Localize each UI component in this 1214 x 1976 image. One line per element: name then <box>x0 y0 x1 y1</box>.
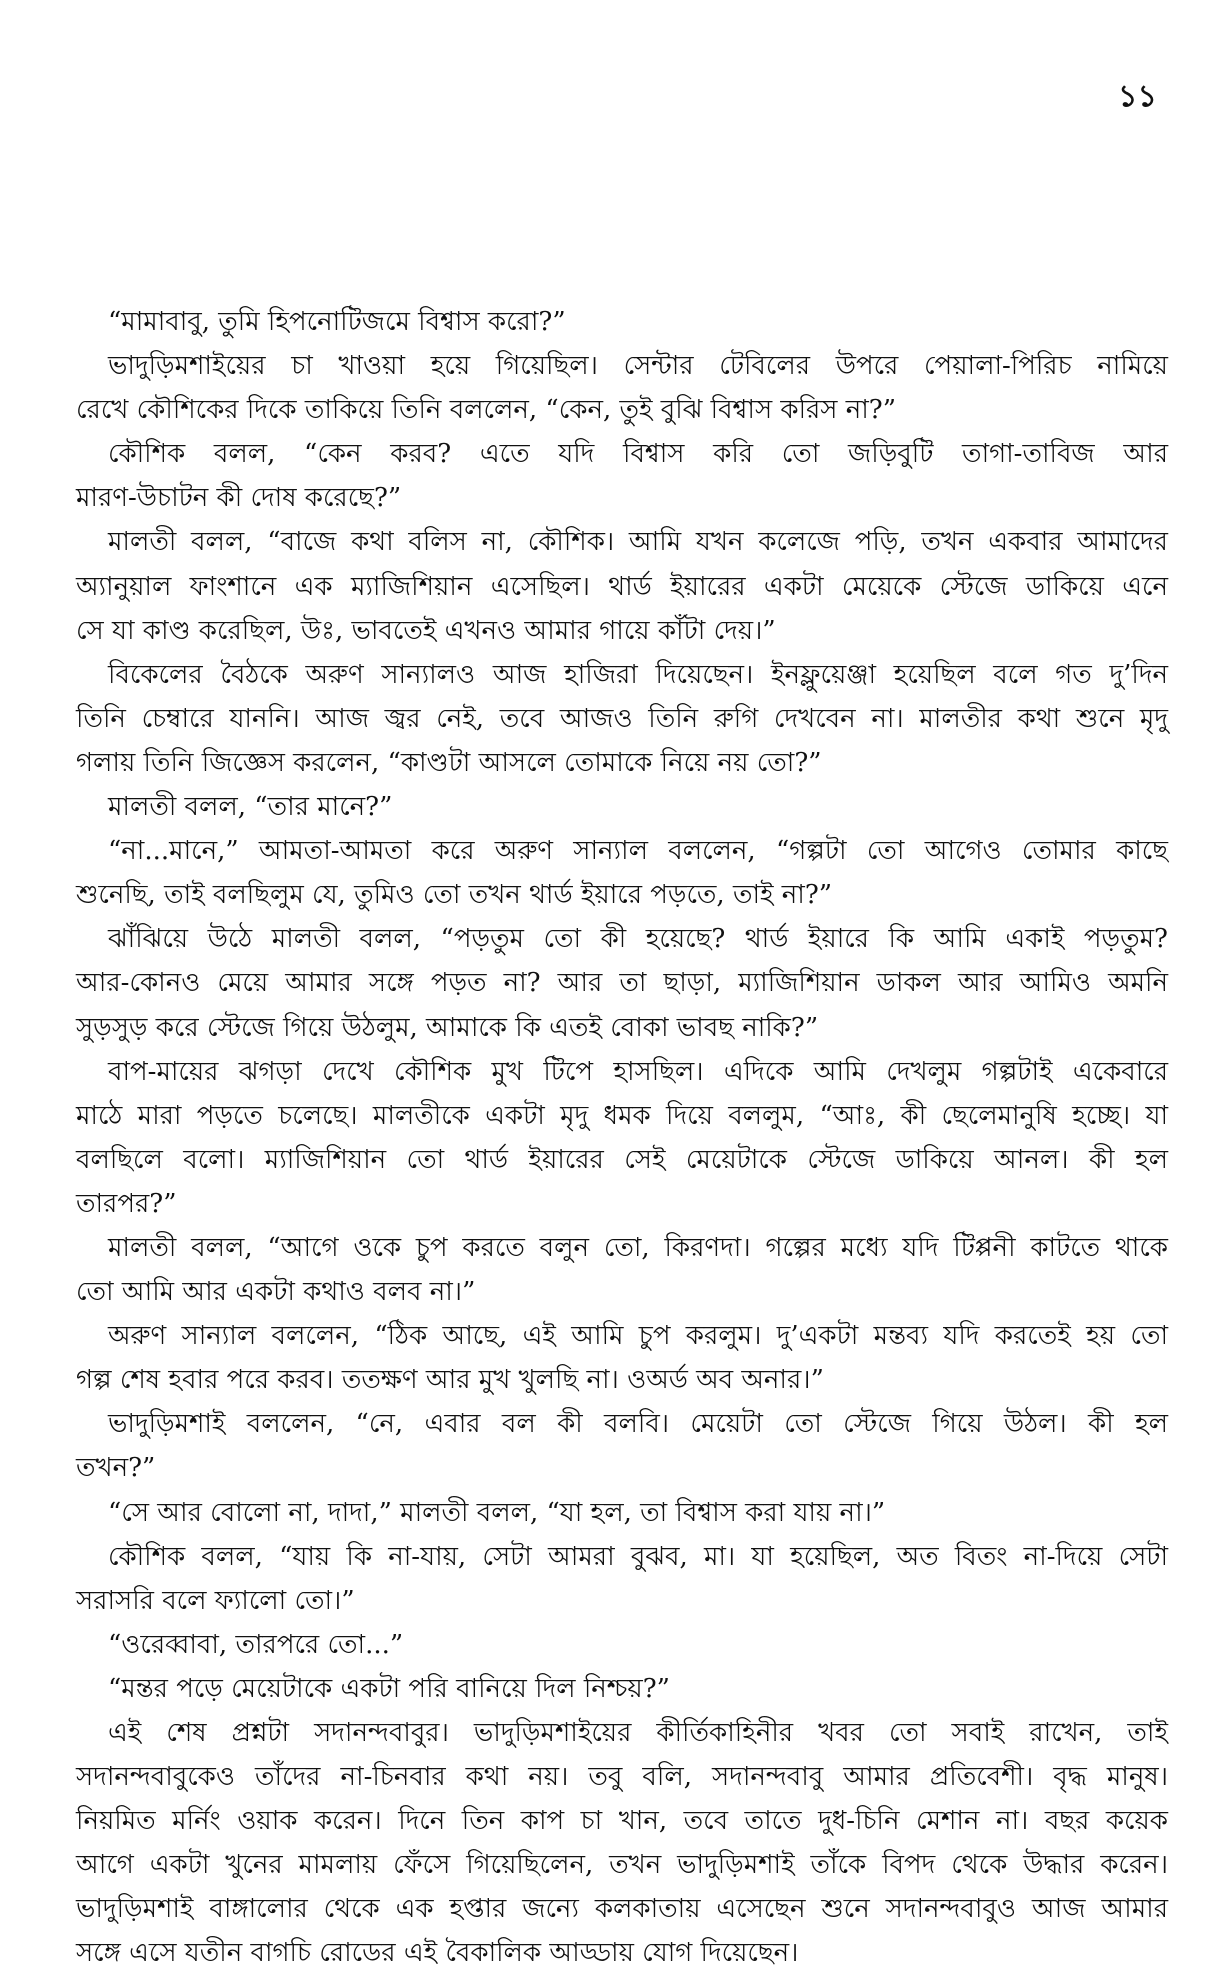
text-line: গলায় তিনি জিজ্ঞেস করলেন, “কাণ্ডটা আসলে তোমাকে নিয়ে নয় তো?” <box>76 747 822 778</box>
text-line: শুনেছি, তাই বলছিলুম যে, তুমিও তো তখন থার্ড ইয়ারে পড়তে, তাই না?” <box>76 880 833 911</box>
paragraph <box>76 1226 1168 1314</box>
text-line: “মন্তর পড়ে মেয়েটাকে একটা পরি বানিয়ে দিল নিশ্চয়?” <box>108 1673 670 1704</box>
text-line: সরাসরি বলে ফ্যালো তো।” <box>76 1585 355 1616</box>
text-line: তিনি চেম্বারে যাননি। আজ জ্বর নেই, তবে আজও তিনি রুগি দেখবেন না। মালতীর কথা শুনে মৃদু <box>76 703 1168 734</box>
text-line: সঙ্গে এসে যতীন বাগচি রোডের এই বৈকালিক আড্ডায় যোগ দিয়েছেন। <box>76 1938 799 1969</box>
paragraph <box>76 1402 1168 1490</box>
paragraph <box>76 653 1168 785</box>
paragraph <box>76 917 1168 1049</box>
text-line: মালতী বলল, “আগে ওকে চুপ করতে বলুন তো, কিরণদা। গল্পের মধ্যে যদি টিপ্পনী কাটতে থাকে <box>108 1232 1168 1263</box>
text-line: “মামাবাবু, তুমি হিপনোটিজমে বিশ্বাস করো?” <box>108 307 566 337</box>
paragraph <box>76 432 1168 520</box>
text-line: ভাদুড়িমশাইয়ের চা খাওয়া হয়ে গিয়েছিল। সেন্টার টেবিলের উপরে পেয়ালা-পিরিচ নামিয়ে <box>108 351 1168 382</box>
paragraph <box>76 520 1168 652</box>
text-line: বিকেলের বৈঠকে অরুণ সান্যালও আজ হাজিরা দিয়েছেন। ইনফ্লুয়েঞ্জা হয়েছিল বলে গত দু’দিন <box>108 659 1168 690</box>
text-line: বলছিলে বলো। ম্যাজিশিয়ান তো থার্ড ইয়ারের সেই মেয়েটাকে স্টেজে ডাকিয়ে আনল। কী হল <box>76 1144 1168 1175</box>
text-line: আর-কোনও মেয়ে আমার সঙ্গে পড়ত না? আর তা ছাড়া, ম্যাজিশিয়ান ডাকল আর আমিও অমনি <box>76 968 1168 999</box>
paragraph <box>76 1535 1168 1623</box>
text-line: কৌশিক বলল, “যায় কি না-যায়, সেটা আমরা বুঝব, মা। যা হয়েছিল, অত বিতং না-দিয়ে সেটা <box>108 1541 1168 1572</box>
text-line: নিয়মিত মর্নিং ওয়াক করেন। দিনে তিন কাপ চা খান, তবে তাতে দুধ-চিনি মেশান না। বছর কয়েক <box>76 1806 1168 1837</box>
text-line: সদানন্দবাবুকেও তাঁদের না-চিনবার কথা নয়। তবু বলি, সদানন্দবাবু আমার প্রতিবেশী। বৃদ্ধ মানুষ। <box>76 1762 1168 1793</box>
text-line: গল্প শেষ হবার পরে করব। ততক্ষণ আর মুখ খুলছি না। ওঅর্ড অব অনার।” <box>76 1365 824 1396</box>
text-line: অ্যানুয়াল ফাংশানে এক ম্যাজিশিয়ান এসেছিল। থার্ড ইয়ারের একটা মেয়েকে স্টেজে ডাকিয়ে এনে <box>76 571 1168 602</box>
text-line: মাঠে মারা পড়তে চলেছে। মালতীকে একটা মৃদু ধমক দিয়ে বললুম, “আঃ, কী ছেলেমানুষি হচ্ছে। যা <box>76 1100 1168 1131</box>
text-line: এই শেষ প্রশ্নটা সদানন্দবাবুর। ভাদুড়িমশাইয়ের কীর্তিকাহিনীর খবর তো সবাই রাখেন, তাই <box>108 1718 1168 1748</box>
text-line: অরুণ সান্যাল বললেন, “ঠিক আছে, এই আমি চুপ করলুম। দু’একটা মন্তব্য যদি করতেই হয় তো <box>108 1321 1168 1352</box>
text-line: মারণ-উচাটন কী দোষ করেছে?” <box>76 483 402 514</box>
body-text <box>76 300 1168 1976</box>
text-line: মালতী বলল, “তার মানে?” <box>108 792 393 823</box>
text-line: কৌশিক বলল, “কেন করব? এতে যদি বিশ্বাস করি তো জড়িবুটি তাগা-তাবিজ আর <box>108 439 1168 470</box>
paragraph <box>76 1050 1168 1226</box>
text-line: তো আমি আর একটা কথাও বলব না।” <box>76 1277 476 1308</box>
paragraph <box>76 1711 1168 1976</box>
text-line: আগে একটা খুনের মামলায় ফেঁসে গিয়েছিলেন, তখন ভাদুড়িমশাই তাঁকে বিপদ থেকে উদ্ধার করেন। <box>76 1850 1168 1881</box>
text-line: তখন?” <box>76 1453 156 1484</box>
text-line: “ওরেব্বাবা, তারপরে তো...” <box>108 1629 404 1660</box>
text-line: “না...মানে,” আমতা-আমতা করে অরুণ সান্যাল বললেন, “গল্পটা তো আগেও তোমার কাছে <box>108 836 1168 867</box>
page-number: ১১ <box>1118 79 1157 114</box>
paragraph <box>76 829 1168 917</box>
paragraph <box>76 785 1168 829</box>
text-line: বাপ-মায়ের ঝগড়া দেখে কৌশিক মুখ টিপে হাসছিল। এদিকে আমি দেখলুম গল্পটাই একেবারে <box>108 1056 1168 1087</box>
text-line: “সে আর বোলো না, দাদা,” মালতী বলল, “যা হল, তা বিশ্বাস করা যায় না।” <box>108 1497 886 1528</box>
paragraph <box>76 1623 1168 1667</box>
text-line: সুড়সুড় করে স্টেজে গিয়ে উঠলুম, আমাকে কি এতই বোকা ভাবছ নাকি?” <box>76 1012 819 1043</box>
paragraph <box>76 1491 1168 1535</box>
paragraph <box>76 1314 1168 1402</box>
paragraph <box>76 300 1168 344</box>
text-line: রেখে কৌশিকের দিকে তাকিয়ে তিনি বললেন, “কেন, তুই বুঝি বিশ্বাস করিস না?” <box>76 395 897 426</box>
text-line: সে যা কাণ্ড করেছিল, উঃ, ভাবতেই এখনও আমার গায়ে কাঁটা দেয়।” <box>76 615 776 646</box>
paragraph <box>76 344 1168 432</box>
text-line: মালতী বলল, “বাজে কথা বলিস না, কৌশিক। আমি যখন কলেজে পড়ি, তখন একবার আমাদের <box>108 527 1168 558</box>
text-line: ভাদুড়িমশাই বললেন, “নে, এবার বল কী বলবি। মেয়েটা তো স্টেজে গিয়ে উঠল। কী হল <box>108 1409 1168 1440</box>
text-line: ভাদুড়িমশাই বাঙ্গালোর থেকে এক হপ্তার জন্যে কলকাতায় এসেছেন শুনে সদানন্দবাবুও আজ আমার <box>76 1894 1168 1925</box>
paragraph <box>76 1667 1168 1711</box>
text-line: ঝাঁঝিয়ে উঠে মালতী বলল, “পড়তুম তো কী হয়েছে? থার্ড ইয়ারে কি আমি একাই পড়তুম? <box>108 924 1168 955</box>
text-line: তারপর?” <box>76 1188 177 1219</box>
